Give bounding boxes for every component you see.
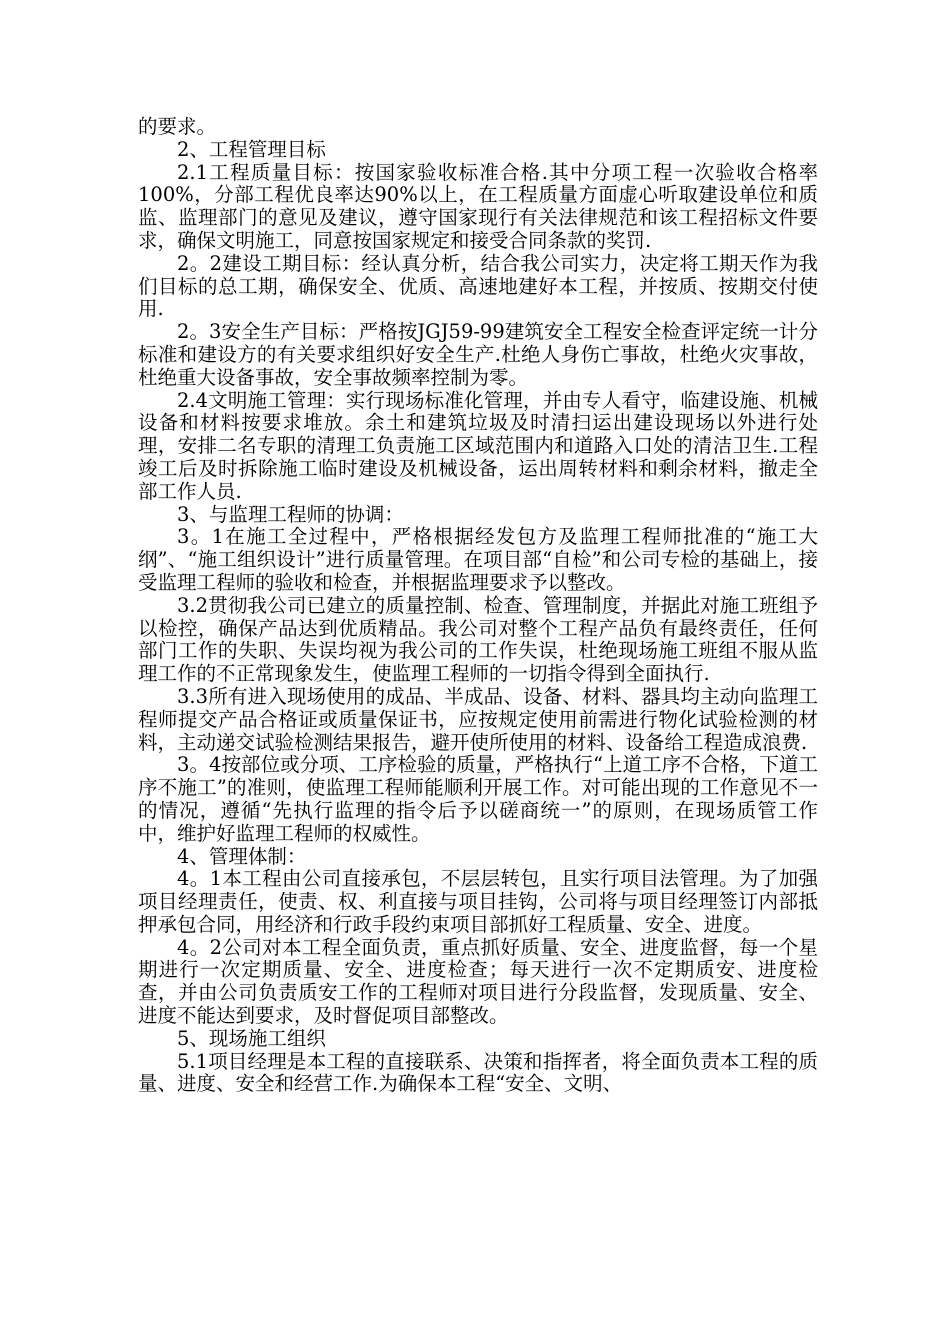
- paragraph: 3.3所有进入现场使用的成品、半成品、设备、材料、器具均主动向监理工程师提交产品合格证或质量保证书，应按规定使用前需进行物化试验检测的材料，主动递交试验检测结果报告，避开使所使用的材料、设备给工程造成浪费.: [138, 684, 818, 754]
- paragraph: 2。2建设工期目标：经认真分析，结合我公司实力，决定将工期天作为我们目标的总工期，确保安全、优质、高速地建好本工程，并按质、按期交付使用.: [138, 251, 818, 321]
- paragraph: 2.1工程质量目标：按国家验收标准合格.其中分项工程一次验收合格率100%，分部工程优良率达90%以上，在工程质量方面虚心听取建设单位和质监、监理部门的意见及建议，遵守国家现行有关法律规范和该工程招标文件要求，确保文明施工，同意按国家规定和接受合同条款的奖罚.: [138, 160, 818, 252]
- paragraph: 2.4文明施工管理：实行现场标准化管理，并由专人看守，临建设施、机械设备和材料按要求堆放。余土和建筑垃圾及时清扫运出建设现场以外进行处理，安排二名专职的清理工负责施工区域范围内和道路入口处的清洁卫生.工程竣工后及时拆除施工临时建设及机械设备，运出周转材料和剩余材料，撤走全部工作人员.: [138, 388, 818, 503]
- section-heading: 5、现场施工组织: [177, 1026, 326, 1050]
- section-heading: 3、与监理工程师的协调：: [177, 502, 404, 526]
- paragraph: 3.2贯彻我公司已建立的质量控制、检查、管理制度，并据此对施工班组予以检控，确保产品达到优质精品。我公司对整个工程产品负有最终责任，任何部门工作的失职、失误均视为我公司的工作失误，杜绝现场施工班组不服从监理工作的不正常现象发生，使监理工程师的一切指令得到全面执行.: [138, 593, 818, 686]
- section-heading: 4、管理体制：: [177, 844, 307, 868]
- paragraph: 4。2公司对本工程全面负责，重点抓好质量、安全、进度监督，每一个星期进行一次定期质量、安全、进度检查；每天进行一次不定期质安、进度检查，并由公司负责质安工作的工程师对项目进行分段监督，发现质量、安全、进度不能达到要求，及时督促项目部整改。: [138, 935, 818, 1028]
- paragraph: 4。1本工程由公司直接承包，不层层转包，且实行项目法管理。为了加强项目经理责任，使责、权、利直接与项目挂钩，公司将与项目经理签订内部抵押承包合同，用经济和行政手段约束项目部抓好工程质量、安全、进度。: [138, 867, 818, 936]
- paragraph: 3。1在施工全过程中，严格根据经发包方及监理工程师批准的“施工大纲”、“施工组织设计”进行质量管理。在项目部“自检”和公司专检的基础上，接受监理工程师的验收和检查，并根据监理要求予以整改。: [138, 525, 818, 594]
- paragraph: 的要求。: [138, 115, 217, 138]
- section-heading: 2、工程管理目标: [177, 137, 326, 161]
- document-page: [138, 116, 818, 1096]
- paragraph: 5.1项目经理是本工程的直接联系、决策和指挥者，将全面负责本工程的质量、进度、安全和经营工作.为确保本工程“安全、文明、: [138, 1049, 818, 1096]
- paragraph: 3。4按部位或分项、工序检验的质量，严格执行“上道工序不合格，下道工序不施工”的准则，使监理工程师能顺利开展工作。对可能出现的工作意见不一的情况，遵循“先执行监理的指令后予以磋商统一”的原则，在现场质管工作中，维护好监理工程师的权威性。: [138, 753, 818, 845]
- paragraph: 2。3安全生产目标：严格按JGJ59-99建筑安全工程安全检查评定统一计分标准和建设方的有关要求组织好安全生产.杜绝人身伤亡事故，杜绝火灾事故，杜绝重大设备事故，安全事故频率控制为零。: [138, 320, 818, 389]
